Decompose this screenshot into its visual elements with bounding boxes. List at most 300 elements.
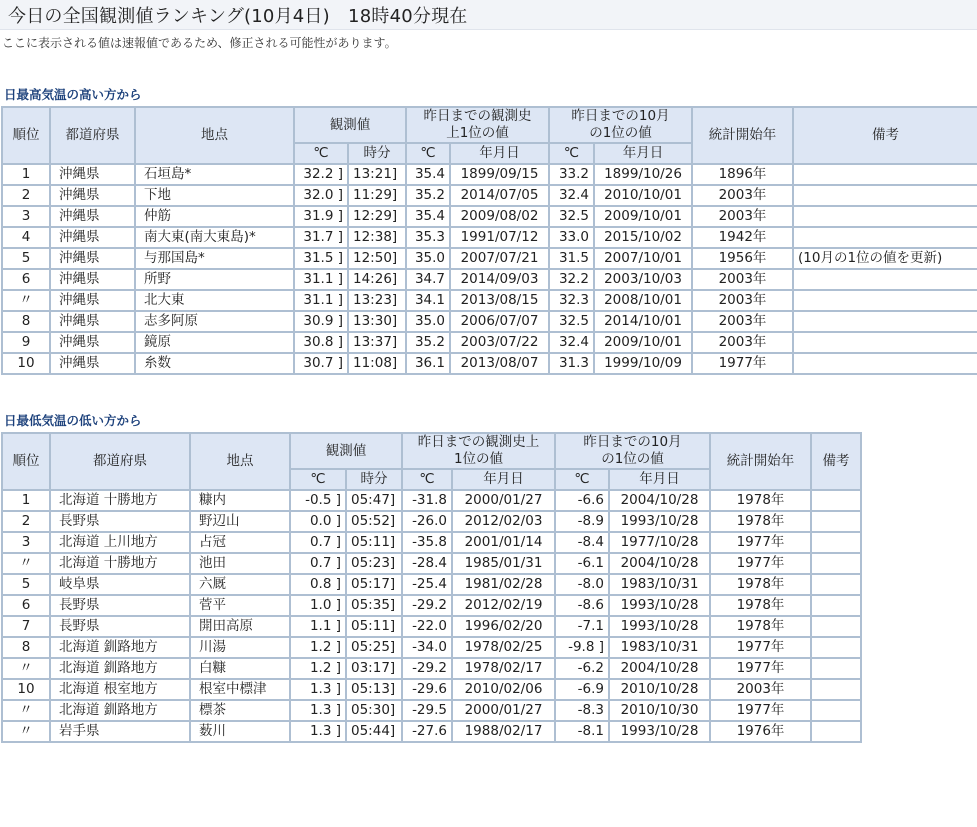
table-row <box>2 511 861 532</box>
cell-historical-value: -34.0 <box>402 637 452 658</box>
cell-observed-time: 13:23] <box>348 290 406 311</box>
header-historical-record: 昨日までの観測史上1位の値 <box>406 107 549 143</box>
subheader-deg: ℃ <box>406 143 450 164</box>
cell-start-year: 1978年 <box>710 595 811 616</box>
table-row <box>2 311 977 332</box>
cell-start-year: 2003年 <box>692 311 793 332</box>
cell-october-date: 1993/10/28 <box>609 721 710 742</box>
cell-october-date: 2009/10/01 <box>594 206 692 227</box>
cell-observed-time: 05:52] <box>346 511 402 532</box>
cell-october-value: -8.4 <box>555 532 609 553</box>
cell-historical-date: 2000/01/27 <box>452 700 555 721</box>
cell-start-year: 1977年 <box>710 553 811 574</box>
cell-note: (10月の1位の値を更新) <box>793 248 977 269</box>
subheader-date: 年月日 <box>594 143 692 164</box>
cell-rank: 〃 <box>2 700 50 721</box>
cell-historical-value: -25.4 <box>402 574 452 595</box>
cell-rank: 〃 <box>2 721 50 742</box>
page-title <box>0 0 977 30</box>
cell-historical-date: 2013/08/15 <box>450 290 549 311</box>
cell-historical-date: 2012/02/03 <box>452 511 555 532</box>
cell-place: 糸数 <box>135 353 294 374</box>
cell-october-value: 31.3 <box>549 353 594 374</box>
cell-observed-value: 0.0 ] <box>290 511 346 532</box>
cell-note <box>793 353 977 374</box>
table-row <box>2 248 977 269</box>
cell-historical-date: 2001/01/14 <box>452 532 555 553</box>
cell-observed-value: 31.7 ] <box>294 227 348 248</box>
table-row <box>2 490 861 511</box>
cell-october-value: 33.2 <box>549 164 594 185</box>
cell-october-date: 2004/10/28 <box>609 553 710 574</box>
high-temp-rows <box>2 164 977 374</box>
cell-rank: 〃 <box>2 290 50 311</box>
cell-historical-value: -28.4 <box>402 553 452 574</box>
page-title-text: 今日の全国観測値ランキング(10月4日) 18時40分現在 <box>8 5 468 27</box>
cell-observed-value: 1.0 ] <box>290 595 346 616</box>
cell-observed-time: 05:44] <box>346 721 402 742</box>
cell-note <box>793 185 977 206</box>
header-rank: 順位 <box>2 107 50 164</box>
cell-prefecture: 沖縄県 <box>50 290 135 311</box>
cell-observed-time: 05:30] <box>346 700 402 721</box>
header-note: 備考 <box>811 433 861 490</box>
header-start-year: 統計開始年 <box>692 107 793 164</box>
cell-rank: 1 <box>2 490 50 511</box>
cell-historical-date: 1988/02/17 <box>452 721 555 742</box>
cell-rank: 1 <box>2 164 50 185</box>
cell-place: 薮川 <box>190 721 290 742</box>
cell-start-year: 1976年 <box>710 721 811 742</box>
subheader-date: 年月日 <box>450 143 549 164</box>
cell-historical-value: -26.0 <box>402 511 452 532</box>
cell-observed-value: 1.2 ] <box>290 658 346 679</box>
cell-october-value: 32.2 <box>549 269 594 290</box>
cell-october-date: 1999/10/09 <box>594 353 692 374</box>
cell-start-year: 1896年 <box>692 164 793 185</box>
cell-note <box>811 616 861 637</box>
cell-october-date: 2015/10/02 <box>594 227 692 248</box>
cell-start-year: 1956年 <box>692 248 793 269</box>
cell-october-date: 2008/10/01 <box>594 290 692 311</box>
table-row <box>2 574 861 595</box>
cell-start-year: 1977年 <box>692 353 793 374</box>
table-row <box>2 164 977 185</box>
table-row <box>2 553 861 574</box>
cell-historical-date: 1981/02/28 <box>452 574 555 595</box>
cell-start-year: 1977年 <box>710 700 811 721</box>
cell-observed-value: 32.2 ] <box>294 164 348 185</box>
cell-start-year: 2003年 <box>692 290 793 311</box>
cell-observed-time: 11:08] <box>348 353 406 374</box>
table-row <box>2 332 977 353</box>
cell-place: 与那国島* <box>135 248 294 269</box>
cell-october-value: -8.0 <box>555 574 609 595</box>
cell-rank: 6 <box>2 269 50 290</box>
cell-october-value: -8.6 <box>555 595 609 616</box>
cell-october-date: 1993/10/28 <box>609 511 710 532</box>
cell-historical-date: 2010/02/06 <box>452 679 555 700</box>
cell-observed-value: 30.8 ] <box>294 332 348 353</box>
table-row <box>2 227 977 248</box>
table-row <box>2 290 977 311</box>
cell-observed-time: 13:21] <box>348 164 406 185</box>
cell-historical-date: 1985/01/31 <box>452 553 555 574</box>
cell-october-value: -8.1 <box>555 721 609 742</box>
cell-note <box>811 490 861 511</box>
cell-historical-value: -35.8 <box>402 532 452 553</box>
table-row <box>2 721 861 742</box>
table-row <box>2 532 861 553</box>
cell-historical-value: 35.2 <box>406 185 450 206</box>
cell-historical-date: 2007/07/21 <box>450 248 549 269</box>
cell-prefecture: 長野県 <box>50 616 190 637</box>
cell-prefecture: 沖縄県 <box>50 206 135 227</box>
cell-historical-date: 1991/07/12 <box>450 227 549 248</box>
subheader-deg: ℃ <box>294 143 348 164</box>
cell-observed-time: 03:17] <box>346 658 402 679</box>
cell-prefecture: 北海道 釧路地方 <box>50 700 190 721</box>
cell-prefecture: 長野県 <box>50 595 190 616</box>
cell-rank: 3 <box>2 532 50 553</box>
cell-rank: 〃 <box>2 553 50 574</box>
table-row <box>2 658 861 679</box>
cell-rank: 2 <box>2 185 50 206</box>
subheader-deg: ℃ <box>290 469 346 490</box>
cell-historical-date: 2003/07/22 <box>450 332 549 353</box>
cell-place: 志多阿原 <box>135 311 294 332</box>
table-row <box>2 700 861 721</box>
cell-place: 標茶 <box>190 700 290 721</box>
cell-start-year: 2003年 <box>692 332 793 353</box>
cell-observed-time: 05:11] <box>346 616 402 637</box>
cell-october-value: 31.5 <box>549 248 594 269</box>
cell-historical-value: 34.7 <box>406 269 450 290</box>
cell-note <box>811 658 861 679</box>
cell-october-value: 32.4 <box>549 332 594 353</box>
cell-observed-time: 05:17] <box>346 574 402 595</box>
header-start-year: 統計開始年 <box>710 433 811 490</box>
cell-historical-value: 34.1 <box>406 290 450 311</box>
header-observed: 観測値 <box>294 107 406 143</box>
cell-october-value: 32.4 <box>549 185 594 206</box>
cell-historical-value: 35.4 <box>406 206 450 227</box>
cell-place: 下地 <box>135 185 294 206</box>
header-rank: 順位 <box>2 433 50 490</box>
cell-rank: 〃 <box>2 658 50 679</box>
cell-october-date: 2007/10/01 <box>594 248 692 269</box>
cell-note <box>793 269 977 290</box>
cell-historical-date: 2012/02/19 <box>452 595 555 616</box>
table-row <box>2 185 977 206</box>
cell-note <box>811 574 861 595</box>
cell-october-value: -6.9 <box>555 679 609 700</box>
cell-observed-time: 05:47] <box>346 490 402 511</box>
cell-historical-value: -31.8 <box>402 490 452 511</box>
cell-october-value: 32.5 <box>549 311 594 332</box>
cell-october-date: 1977/10/28 <box>609 532 710 553</box>
cell-observed-value: 31.1 ] <box>294 290 348 311</box>
cell-place: 六厩 <box>190 574 290 595</box>
cell-place: 根室中標津 <box>190 679 290 700</box>
low-temp-section-title: 日最低気温の低い方から <box>4 413 142 428</box>
cell-historical-date: 2013/08/07 <box>450 353 549 374</box>
cell-historical-date: 2014/07/05 <box>450 185 549 206</box>
cell-prefecture: 沖縄県 <box>50 248 135 269</box>
header-prefecture: 都道府県 <box>50 433 190 490</box>
cell-observed-time: 13:30] <box>348 311 406 332</box>
header-observed: 観測値 <box>290 433 402 469</box>
cell-place: 仲筋 <box>135 206 294 227</box>
cell-start-year: 1977年 <box>710 637 811 658</box>
cell-historical-value: 35.2 <box>406 332 450 353</box>
cell-october-value: 33.0 <box>549 227 594 248</box>
cell-observed-value: -0.5 ] <box>290 490 346 511</box>
low-temp-table <box>1 432 862 743</box>
subheader-deg: ℃ <box>549 143 594 164</box>
cell-historical-value: -29.2 <box>402 595 452 616</box>
cell-october-value: -9.8 ] <box>555 637 609 658</box>
header-october-record: 昨日までの10月の1位の値 <box>549 107 692 143</box>
cell-place: 占冠 <box>190 532 290 553</box>
cell-prefecture: 沖縄県 <box>50 227 135 248</box>
cell-note <box>811 532 861 553</box>
cell-start-year: 1977年 <box>710 658 811 679</box>
cell-october-value: -8.9 <box>555 511 609 532</box>
cell-october-date: 2004/10/28 <box>609 658 710 679</box>
table-row <box>2 353 977 374</box>
header-prefecture: 都道府県 <box>50 107 135 164</box>
cell-october-value: -7.1 <box>555 616 609 637</box>
cell-prefecture: 長野県 <box>50 511 190 532</box>
cell-prefecture: 沖縄県 <box>50 164 135 185</box>
cell-start-year: 1978年 <box>710 574 811 595</box>
cell-place: 菅平 <box>190 595 290 616</box>
cell-october-date: 1899/10/26 <box>594 164 692 185</box>
cell-historical-date: 1996/02/20 <box>452 616 555 637</box>
cell-prefecture: 沖縄県 <box>50 353 135 374</box>
cell-historical-date: 1899/09/15 <box>450 164 549 185</box>
cell-note <box>811 700 861 721</box>
cell-start-year: 2003年 <box>692 206 793 227</box>
cell-observed-value: 1.1 ] <box>290 616 346 637</box>
cell-note <box>811 553 861 574</box>
table-row <box>2 595 861 616</box>
cell-start-year: 1978年 <box>710 616 811 637</box>
cell-october-value: -6.2 <box>555 658 609 679</box>
cell-prefecture: 北海道 十勝地方 <box>50 553 190 574</box>
header-place: 地点 <box>135 107 294 164</box>
cell-prefecture: 沖縄県 <box>50 269 135 290</box>
cell-historical-value: 36.1 <box>406 353 450 374</box>
cell-place: 南大東(南大東島)* <box>135 227 294 248</box>
cell-observed-value: 32.0 ] <box>294 185 348 206</box>
cell-observed-time: 14:26] <box>348 269 406 290</box>
cell-observed-time: 05:25] <box>346 637 402 658</box>
cell-october-date: 2010/10/01 <box>594 185 692 206</box>
cell-historical-value: -29.5 <box>402 700 452 721</box>
cell-october-value: 32.5 <box>549 206 594 227</box>
cell-observed-value: 1.2 ] <box>290 637 346 658</box>
cell-note <box>793 332 977 353</box>
cell-place: 池田 <box>190 553 290 574</box>
cell-place: 鏡原 <box>135 332 294 353</box>
cell-note <box>793 206 977 227</box>
cell-observed-value: 31.5 ] <box>294 248 348 269</box>
table-row <box>2 616 861 637</box>
cell-historical-date: 2014/09/03 <box>450 269 549 290</box>
cell-prefecture: 北海道 根室地方 <box>50 679 190 700</box>
cell-october-date: 1993/10/28 <box>609 595 710 616</box>
cell-historical-date: 2006/07/07 <box>450 311 549 332</box>
cell-place: 川湯 <box>190 637 290 658</box>
cell-start-year: 2003年 <box>710 679 811 700</box>
cell-rank: 10 <box>2 679 50 700</box>
cell-historical-value: -22.0 <box>402 616 452 637</box>
cell-rank: 10 <box>2 353 50 374</box>
cell-historical-value: 35.4 <box>406 164 450 185</box>
cell-october-date: 1983/10/31 <box>609 574 710 595</box>
cell-prefecture: 沖縄県 <box>50 311 135 332</box>
subheader-deg: ℃ <box>402 469 452 490</box>
cell-rank: 8 <box>2 311 50 332</box>
notice-text: ここに表示される値は速報値であるため、修正される可能性があります。 <box>2 36 397 50</box>
subheader-time: 時分 <box>346 469 402 490</box>
subheader-date: 年月日 <box>452 469 555 490</box>
cell-observed-time: 12:29] <box>348 206 406 227</box>
table-row <box>2 269 977 290</box>
cell-historical-value: -27.6 <box>402 721 452 742</box>
table-row <box>2 679 861 700</box>
cell-rank: 8 <box>2 637 50 658</box>
cell-prefecture: 岐阜県 <box>50 574 190 595</box>
cell-historical-date: 2009/08/02 <box>450 206 549 227</box>
cell-note <box>793 164 977 185</box>
cell-observed-time: 12:50] <box>348 248 406 269</box>
cell-historical-value: 35.0 <box>406 311 450 332</box>
cell-observed-value: 0.7 ] <box>290 553 346 574</box>
cell-october-value: -6.1 <box>555 553 609 574</box>
cell-place: 北大東 <box>135 290 294 311</box>
cell-rank: 3 <box>2 206 50 227</box>
cell-observed-value: 0.7 ] <box>290 532 346 553</box>
cell-october-date: 1983/10/31 <box>609 637 710 658</box>
cell-start-year: 1977年 <box>710 532 811 553</box>
cell-prefecture: 沖縄県 <box>50 332 135 353</box>
cell-note <box>811 637 861 658</box>
header-october-record: 昨日までの10月の1位の値 <box>555 433 710 469</box>
cell-historical-date: 1978/02/17 <box>452 658 555 679</box>
low-temp-rows <box>2 490 861 742</box>
subheader-time: 時分 <box>348 143 406 164</box>
header-historical-record: 昨日までの観測史上1位の値 <box>402 433 555 469</box>
cell-note <box>793 290 977 311</box>
cell-note <box>793 227 977 248</box>
cell-observed-time: 05:23] <box>346 553 402 574</box>
subheader-deg: ℃ <box>555 469 609 490</box>
cell-october-date: 1993/10/28 <box>609 616 710 637</box>
cell-observed-time: 05:11] <box>346 532 402 553</box>
cell-observed-time: 05:35] <box>346 595 402 616</box>
cell-observed-value: 1.3 ] <box>290 721 346 742</box>
cell-observed-value: 0.8 ] <box>290 574 346 595</box>
cell-note <box>811 511 861 532</box>
cell-rank: 6 <box>2 595 50 616</box>
cell-place: 開田高原 <box>190 616 290 637</box>
cell-prefecture: 北海道 上川地方 <box>50 532 190 553</box>
cell-start-year: 1978年 <box>710 511 811 532</box>
cell-prefecture: 岩手県 <box>50 721 190 742</box>
high-temp-section-title: 日最高気温の高い方から <box>4 87 142 102</box>
cell-place: 野辺山 <box>190 511 290 532</box>
cell-rank: 5 <box>2 248 50 269</box>
cell-historical-date: 2000/01/27 <box>452 490 555 511</box>
cell-historical-value: -29.6 <box>402 679 452 700</box>
cell-note <box>811 721 861 742</box>
header-note: 備考 <box>793 107 977 164</box>
cell-prefecture: 沖縄県 <box>50 185 135 206</box>
cell-october-date: 2010/10/28 <box>609 679 710 700</box>
cell-start-year: 2003年 <box>692 185 793 206</box>
cell-place: 白糠 <box>190 658 290 679</box>
cell-historical-value: -29.2 <box>402 658 452 679</box>
cell-prefecture: 北海道 釧路地方 <box>50 637 190 658</box>
cell-historical-date: 1978/02/25 <box>452 637 555 658</box>
cell-october-date: 2009/10/01 <box>594 332 692 353</box>
cell-observed-value: 31.1 ] <box>294 269 348 290</box>
cell-rank: 5 <box>2 574 50 595</box>
subheader-date: 年月日 <box>609 469 710 490</box>
cell-start-year: 1942年 <box>692 227 793 248</box>
header-place: 地点 <box>190 433 290 490</box>
cell-start-year: 1978年 <box>710 490 811 511</box>
cell-october-date: 2004/10/28 <box>609 490 710 511</box>
high-temp-table <box>1 106 977 375</box>
cell-october-date: 2003/10/03 <box>594 269 692 290</box>
cell-place: 糠内 <box>190 490 290 511</box>
cell-rank: 9 <box>2 332 50 353</box>
cell-start-year: 2003年 <box>692 269 793 290</box>
cell-place: 石垣島* <box>135 164 294 185</box>
cell-observed-value: 30.7 ] <box>294 353 348 374</box>
cell-october-date: 2010/10/30 <box>609 700 710 721</box>
cell-october-value: 32.3 <box>549 290 594 311</box>
table-row <box>2 637 861 658</box>
table-row <box>2 206 977 227</box>
cell-observed-value: 1.3 ] <box>290 700 346 721</box>
cell-note <box>793 311 977 332</box>
cell-observed-time: 11:29] <box>348 185 406 206</box>
cell-historical-value: 35.3 <box>406 227 450 248</box>
cell-observed-value: 30.9 ] <box>294 311 348 332</box>
cell-prefecture: 北海道 釧路地方 <box>50 658 190 679</box>
cell-observed-time: 13:37] <box>348 332 406 353</box>
cell-observed-time: 05:13] <box>346 679 402 700</box>
cell-october-value: -8.3 <box>555 700 609 721</box>
cell-place: 所野 <box>135 269 294 290</box>
cell-observed-value: 1.3 ] <box>290 679 346 700</box>
cell-note <box>811 679 861 700</box>
cell-october-date: 2014/10/01 <box>594 311 692 332</box>
cell-historical-value: 35.0 <box>406 248 450 269</box>
cell-rank: 2 <box>2 511 50 532</box>
cell-observed-time: 12:38] <box>348 227 406 248</box>
cell-note <box>811 595 861 616</box>
cell-rank: 4 <box>2 227 50 248</box>
cell-observed-value: 31.9 ] <box>294 206 348 227</box>
cell-rank: 7 <box>2 616 50 637</box>
cell-prefecture: 北海道 十勝地方 <box>50 490 190 511</box>
